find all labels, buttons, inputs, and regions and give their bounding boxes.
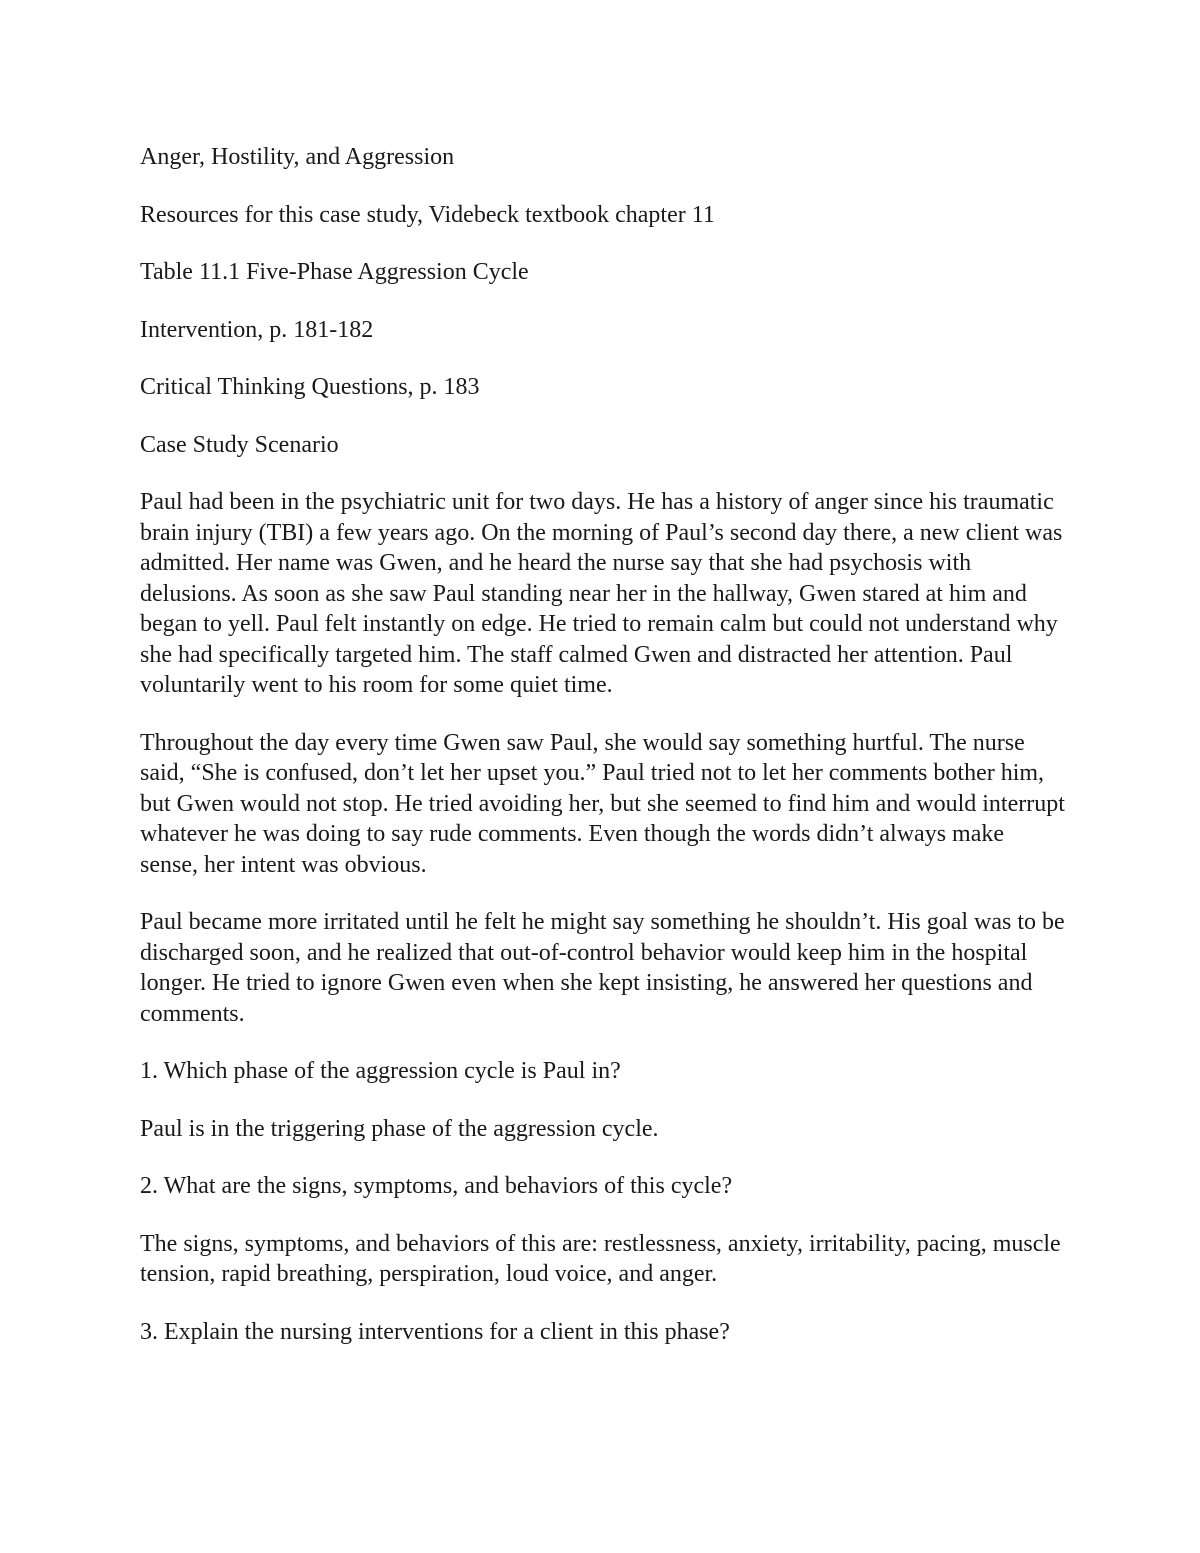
document-title: Anger, Hostility, and Aggression xyxy=(140,144,455,170)
answer-2: The signs, symptoms, and behaviors of this are: restlessness, anxiety, irritability, pacing, muscle tension, rapid breathing, perspiration, loud voice, and anger. xyxy=(140,1230,1061,1287)
resources-line: Resources for this case study, Videbeck textbook chapter 11 xyxy=(140,201,715,228)
questions-reference: Critical Thinking Questions, p. 183 xyxy=(140,374,480,400)
question-2: 2. What are the signs, symptoms, and behaviors of this cycle? xyxy=(140,1173,733,1199)
answer-1: Paul is in the triggering phase of the aggression cycle. xyxy=(140,1115,659,1142)
question-3: 3. Explain the nursing interventions for a client in this phase? xyxy=(140,1318,730,1345)
table-reference: Table 11.1 Five-Phase Aggression Cycle xyxy=(140,259,529,285)
scenario-paragraph-1: Paul had been in the psychiatric unit for two days. He has a history of anger since his traumatic brain injury (TBI) a few years ago. On the morning of Paul’s second day there, a new client was admitted. Her name was Gwen, and he heard the nurse say that she had psychosis with delusions. As soon as she saw Paul standing near her in the hallway, Gwen stared at him and began to yell. Paul felt instantly on edge. He tried to remain calm but could not understand why she had specifically targeted him. The staff calmed Gwen and distracted her attention. Paul voluntarily went to his room for some quiet time. xyxy=(140,489,1063,698)
document-body xyxy=(140,142,1065,1374)
question-1: 1. Which phase of the aggression cycle is Paul in? xyxy=(140,1058,621,1084)
intervention-reference: Intervention, p. 181-182 xyxy=(140,316,374,343)
scenario-heading: Case Study Scenario xyxy=(140,431,339,458)
scenario-paragraph-2: Throughout the day every time Gwen saw Paul, she would say something hurtful. The nurse said, “She is confused, don’t let her upset you.” Paul tried not to let her comments bother him, but Gwen would not stop. He tried avoiding her, but she seemed to find him and would interrupt whatever he was doing to say rude comments. Even though the words didn’t always make sense, her intent was obvious. xyxy=(140,729,1065,878)
scenario-paragraph-3: Paul became more irritated until he felt he might say something he shouldn’t. His goal was to be discharged soon, and he realized that out-of-control behavior would keep him in the hospital longer. He tried to ignore Gwen even when she kept insisting, he answered her questions and comments. xyxy=(140,909,1065,1027)
